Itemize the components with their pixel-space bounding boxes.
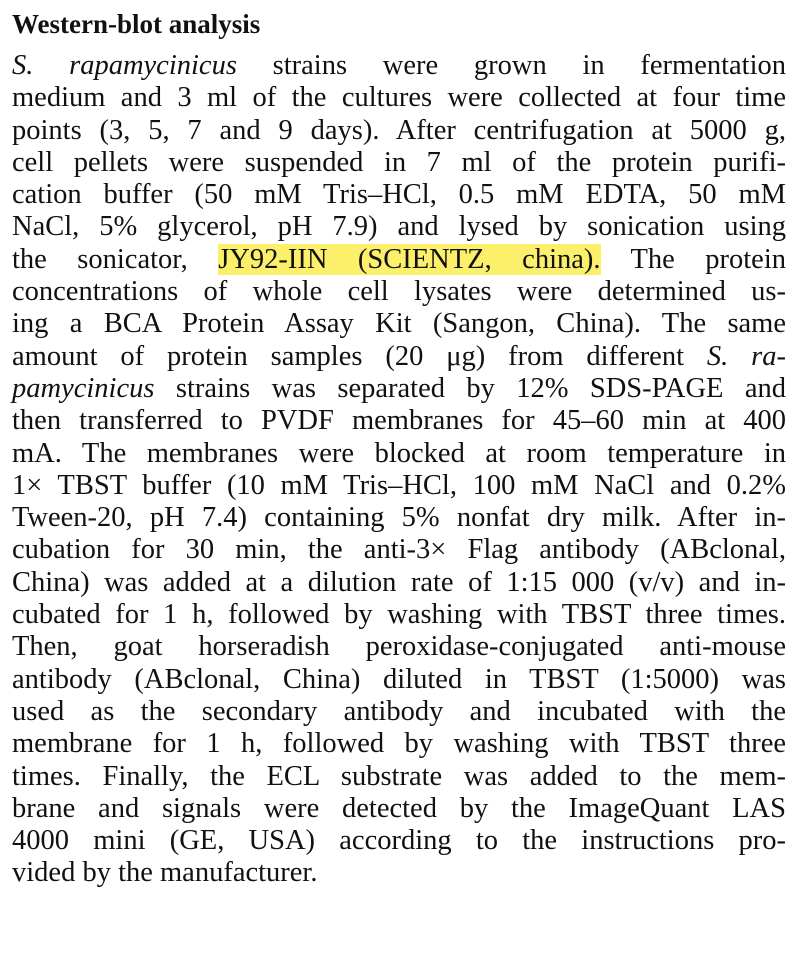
text-line: times. Finally, the ECL substrate was added to the mem- (12, 760, 786, 792)
text-line: amount of protein samples (20 μg) from different S. ra- (12, 340, 786, 372)
text-line: Then, goat horseradish peroxidase-conjugated anti-mouse (12, 631, 786, 663)
text-line: concentrations of whole cell lysates were determined us- (12, 276, 786, 308)
text-line: used as the secondary antibody and incubated with the (12, 695, 786, 727)
species-name-italic: S. rapamycinicus (12, 50, 237, 81)
text-line: pamycinicus strains was separated by 12% SDS-PAGE and (12, 372, 786, 404)
text-line: 1× TBST buffer (10 mM Tris–HCl, 100 mM NaCl and 0.2% (12, 469, 786, 501)
text-line: Tween-20, pH 7.4) containing 5% nonfat dry milk. After in- (12, 502, 786, 534)
text-line: antibody (ABclonal, China) diluted in TBST (1:5000) was (12, 663, 786, 695)
text-line: S. rapamycinicus strains were grown in fermentation (12, 50, 786, 81)
species-name-italic: pamycinicus (12, 372, 155, 404)
text-line: then transferred to PVDF membranes for 45–60 min at 400 (12, 405, 786, 437)
text-line: cation buffer (50 mM Tris–HCl, 0.5 mM EDTA, 50 mM (12, 179, 786, 211)
highlighted-text: JY92-IIN (SCIENTZ, china). (218, 243, 601, 275)
text-line: the sonicator, JY92-IIN (SCIENTZ, china). The protein (12, 243, 786, 275)
text-line: points (3, 5, 7 and 9 days). After centrifugation at 5000 g, (12, 114, 786, 146)
text-line: cubation for 30 min, the anti-3× Flag antibody (ABclonal, (12, 534, 786, 566)
species-name-italic: S. ra- (706, 340, 786, 372)
text-line: China) was added at a dilution rate of 1:15 000 (v/v) and in- (12, 566, 786, 598)
methods-paragraph (12, 50, 786, 890)
text-line: cell pellets were suspended in 7 ml of the protein purifi- (12, 146, 786, 178)
text-line: vided by the manufacturer. (12, 857, 318, 889)
section-heading: Western-blot analysis (12, 9, 261, 39)
text-line: membrane for 1 h, followed by washing with TBST three (12, 728, 786, 760)
text-line: NaCl, 5% glycerol, pH 7.9) and lysed by sonication using (12, 211, 786, 243)
text-line: 4000 mini (GE, USA) according to the instructions pro- (12, 825, 786, 857)
text-line: cubated for 1 h, followed by washing with TBST three times. (12, 599, 786, 631)
text-line: brane and signals were detected by the ImageQuant LAS (12, 792, 786, 824)
text-line: ing a BCA Protein Assay Kit (Sangon, China). The same (12, 308, 786, 340)
text-line: mA. The membranes were blocked at room temperature in (12, 437, 786, 469)
text-line: medium and 3 ml of the cultures were collected at four time (12, 82, 786, 114)
